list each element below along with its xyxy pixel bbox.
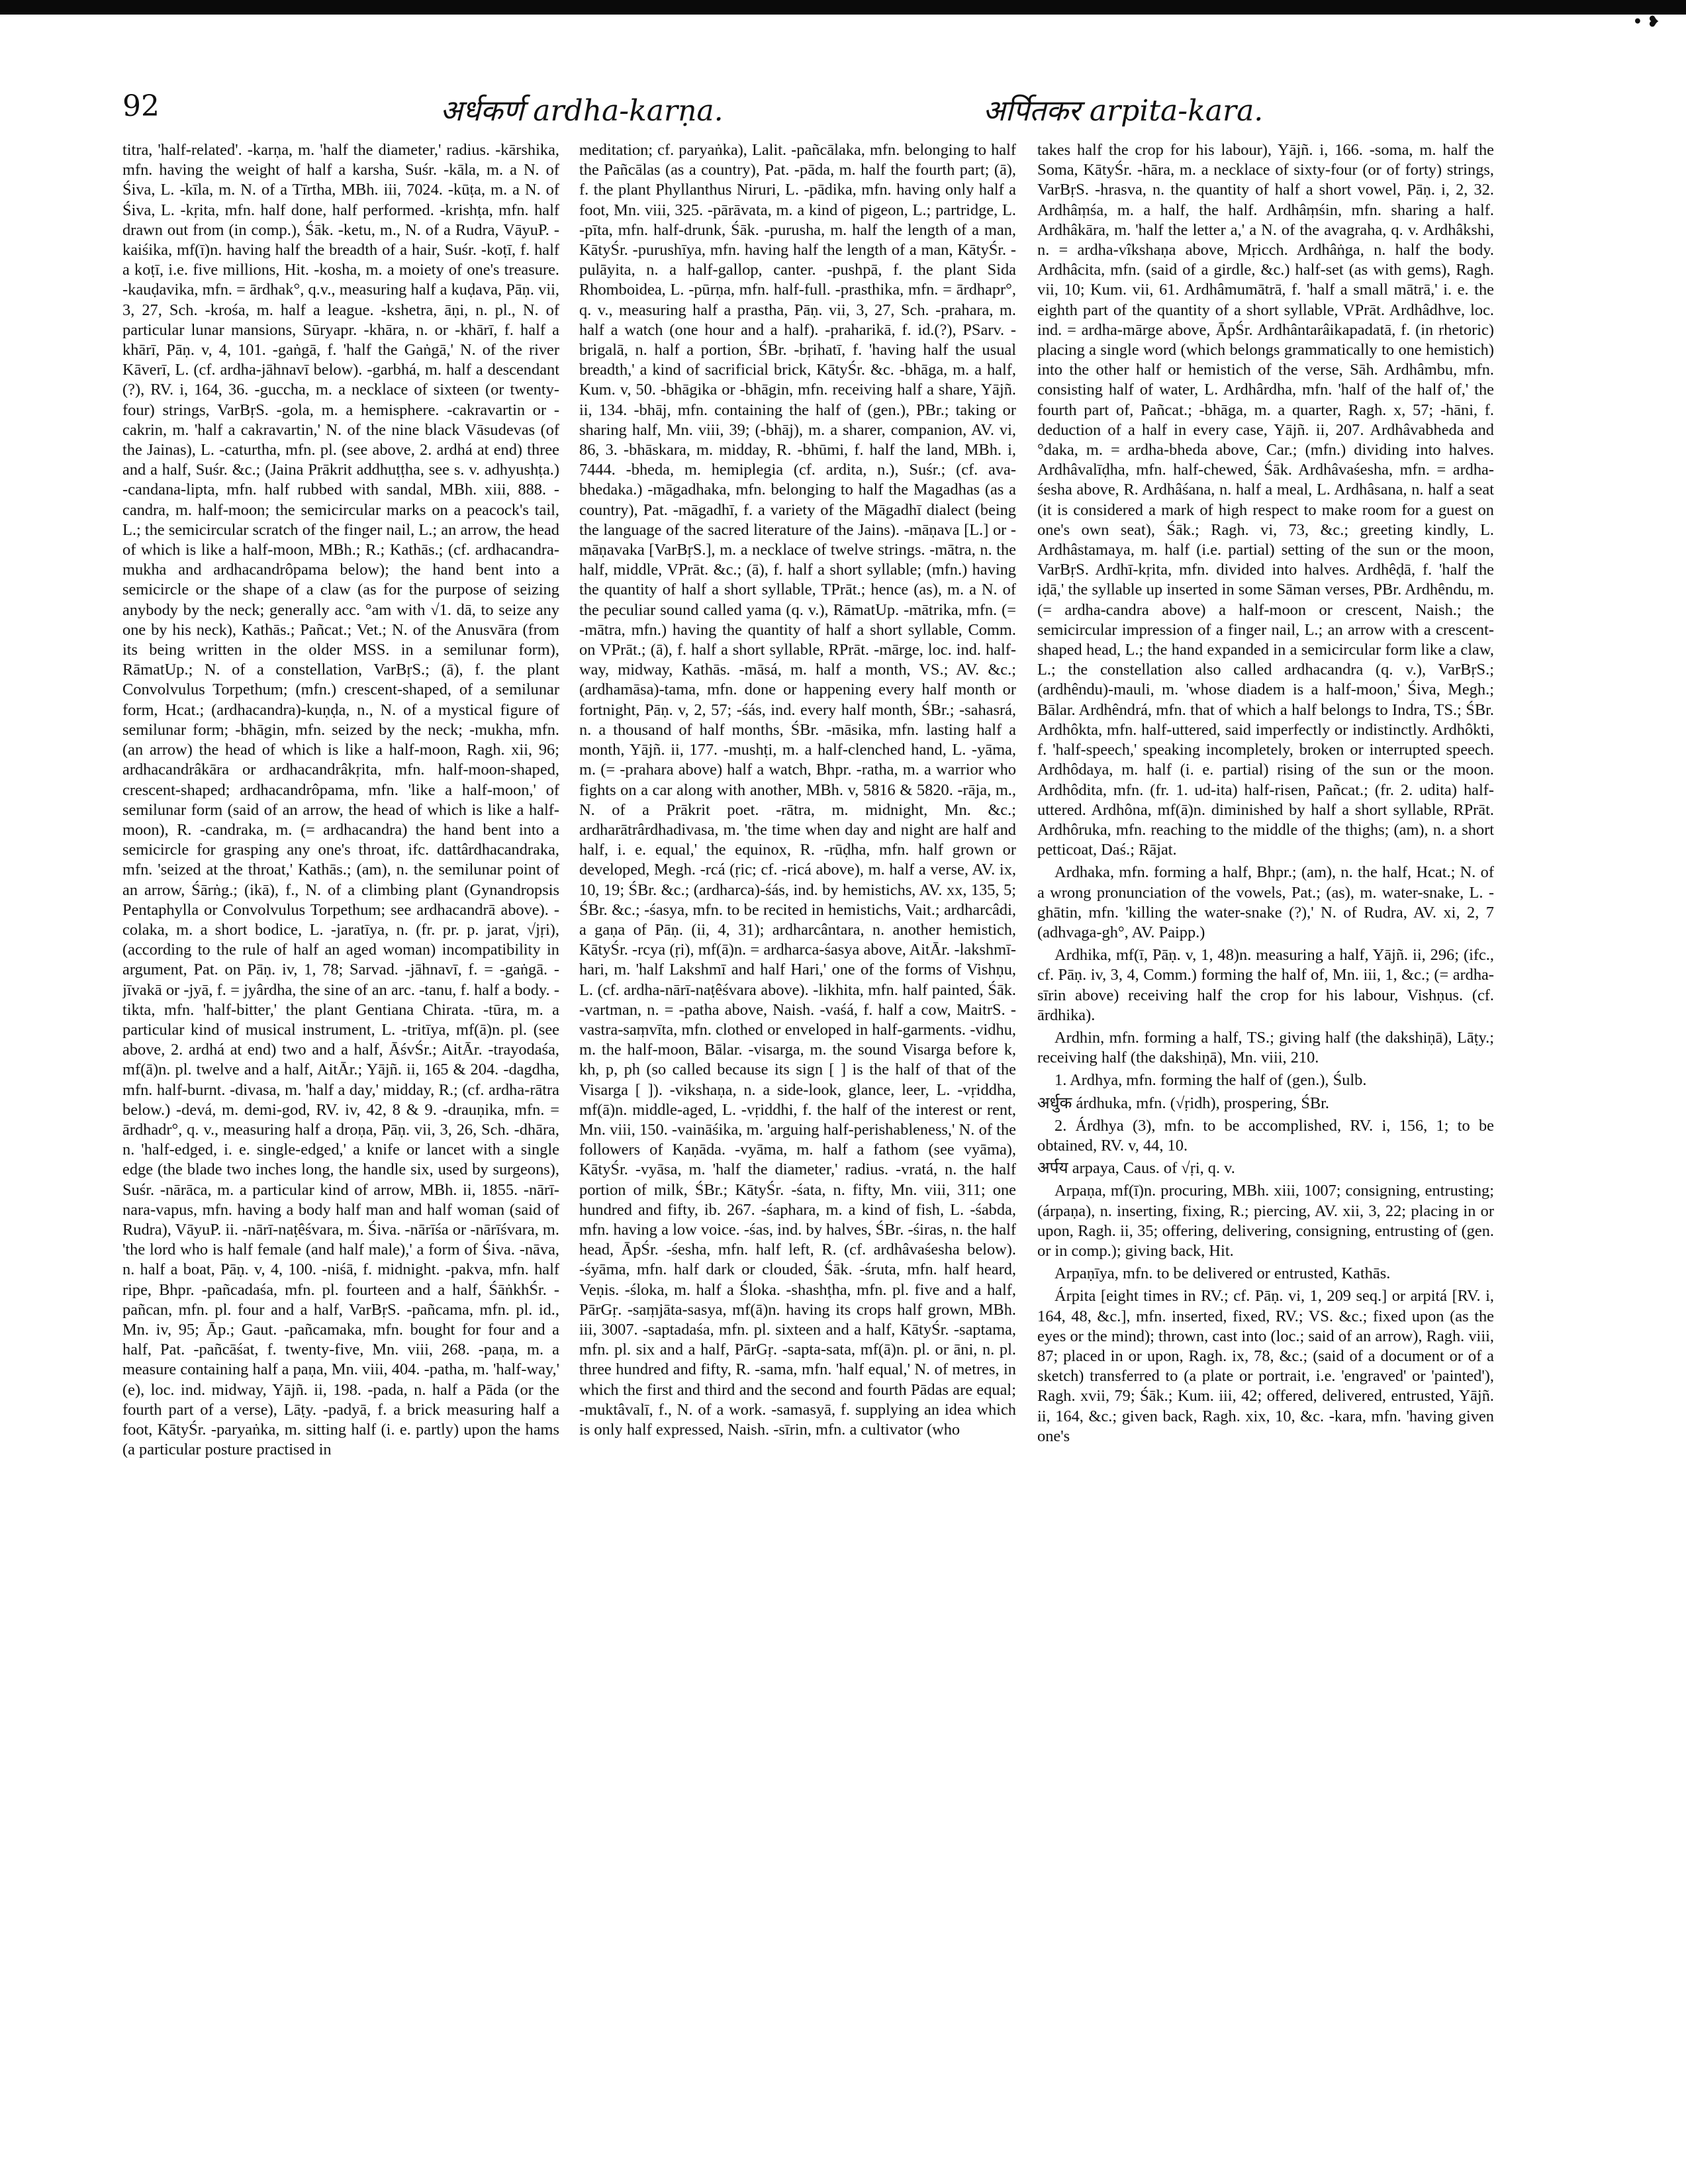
column-2 [579,140,1016,2153]
top-border-bar [0,0,1686,15]
page-number: 92 [122,89,160,123]
entry-paragraph: takes half the crop for his labour), Yājñ. i, 166. -soma, m. half the Soma, KātyŚr. -hāra, m. a necklace of sixty-four (or of forty) strings, VarBṛS. -hrasva, n. the quantity of half a short vowel, Pāṇ. i, 2, 32. Ardhâṃśa, m. a half, the half. Ardhâṃśin, mfn. sharing a half. Ardhâkāra, m. 'half the letter a,' a N. of the avagraha, q. v. Ardhâkshi, n. = ardha-vîkshaṇa above, Mṛicch. Ardhâṅga, n. half the body. Ardhâcita, mfn. (said of a girdle, &c.) half-set (as with gems), Ragh. vii, 10; Kum. vii, 61. Ardhâmumātrā, f. 'half a small mātrā,' i. e. the eighth part of the quantity of a short syllable, VPrāt. Ardhâdhve, loc. ind. = ardha-mārge above, ĀpŚr. Ardhântarâikapadatā, f. (in rhetoric) placing a single word (which belongs grammatically to one hemistich) into the other half or hemistich of the verse, Sāh. Ardhâmbu, mfn. consisting half of water, L. Ardhârdha, mfn. 'half of the half of,' the fourth part of, Pañcat.; -bhāga, m. a quarter, Ragh. x, 57; -hāni, f. deduction of a half in every case, Yājñ. ii, 207. Ardhâvabheda and °daka, m. = ardha-bheda above, Car.; (mfn.) dividing into halves. Ardhâvalīḍha, mfn. half-chewed, Śāk. Ardhâvaśesha, mfn. = ardha-śesha above, R. Ardhâśana, n. half a meal, L. Ardhâsana, n. half a seat (it is considered a mark of high respect to make room for a guest on one's own seat), Śāk.; Ragh. vi, 73, &c.; greeting kindly, L. Ardhâstamaya, m. half (i.e. partial) setting of the sun or the moon, VarBṛS. Ardhī-kṛita, mfn. divided into halves. Ardhêḍā, f. 'half the iḍā,' the syllable up inserted in some Sāman verses, PBr. Ardhêndu, m. (= ardha-candra above) a half-moon or crescent, Naish.; the semicircular impression of a finger nail, L.; an arrow with a crescent-shaped head, L.; the hand expanded in a semicircular form like a claw, L.; the constellation also called ardhacandra (q. v.), VarBṛS.; (ardhêndu)-mauli, m. 'whose diadem is a half-moon,' Śiva, Megh.; Bālar. Ardhêndrá, mfn. that of which a half belongs to Indra, TS.; ŚBr. Ardhôkta, mfn. half-uttered, said imperfectly or indistinctly. Ardhôkti, f. 'half-speech,' speaking incompletely, broken or interrupted speech. Ardhôdaya, m. half (i. e. partial) rising of the sun or the moon. Ardhôdita, mfn. (fr. 1. ud-ita) half-risen, Pañcat.; (fr. 2. udita) half-uttered. Ardhôna, mf(ā)n. diminished by half a short syllable, RPrāt. Ardhôruka, mfn. reaching to the middle of the thighs; (am), n. a short petticoat, Daś.; Rājat. [1037,141,1494,859]
column-1 [122,140,559,2153]
entry-paragraph: 2. Árdhya (3), mfn. to be accomplished, RV. i, 156, 1; to be obtained, RV. v, 44, 10. [1037,1116,1494,1155]
page-header [122,89,1566,136]
entry-paragraph: Arpaṇīya, mfn. to be delivered or entrusted, Kathās. [1054,1264,1391,1283]
entry-paragraph: titra, 'half-related'. -karṇa, m. 'half the diameter,' radius. -kārshika, mfn. having the weight of half a karsha, Suśr. -kāla, m. a N. of Śiva, L. -kīla, m. N. of a Tīrtha, MBh. iii, 7024. -kūṭa, m. a N. of Śiva, L. -kṛita, mfn. half done, half performed. -krishṭa, mfn. half drawn out from (in comp.), Śāk. -ketu, m., N. of a Rudra, VāyuP. -kaiśika, mf(ī)n. having half the breadth of a hair, Suśr. -koṭī, f. half a koṭī, i.e. five millions, Hit. -kosha, m. a moiety of one's treasure. -kauḍavika, mfn. = ārdhak°, q.v., measuring half a kuḍava, Pāṇ. vii, 3, 27, Sch. -krośa, m. half a league. -kshetra, āṇi, n. pl., N. of particular lunar mansions, Sūryapr. -khāra, n. or -khārī, f. half a khārī, Pāṇ. v, 4, 101. -gaṅgā, f. 'half the Gaṅgā,' N. of the river Kāverī, L. (cf. ardha-jāhnavī below). -garbhá, m. half a descendant (?), RV. i, 164, 36. -guccha, m. a necklace of sixteen (or twenty-four) strings, VarBṛS. -gola, m. a hemisphere. -cakravartin or -cakrin, m. 'half a cakravartin,' N. of the nine black Vāsudevas (of the Jainas), L. -caturtha, mfn. pl. (see above, 2. ardhá at end) three and a half, Suśr. &c.; (Jaina Prākrit addhuṭṭha, see s. v. adhyushṭa.) -candana-lipta, mfn. half rubbed with sandal, MBh. xiii, 888. -candra, m. half-moon; the semicircular marks on a peacock's tail, L.; the semicircular scratch of the finger nail, L.; an arrow, the head of which is like a half-moon, MBh.; R.; Kathās.; (cf. ardhacandra-mukha and ardhacandrôpama below); the hand bent into a semicircle or the shape of a claw (as for the purpose of seizing anybody by the neck; generally acc. °am with √1. dā, to seize any one by his neck), Kathās.; Pañcat.; Vet.; N. of the Anusvāra (from its being written in the older MSS. in a semilunar form), RāmatUp.; N. of a constellation, VarBṛS.; (ā), f. the plant Convolvulus Torpethum; (mfn.) crescent-shaped, of a semilunar form, Hcat.; (ardhacandra)-kuṇḍa, n., N. of a mystical figure of semilunar form; -bhāgin, mfn. seized by the neck; -mukha, mfn. (an arrow) the head of which is like a half-moon, Ragh. xii, 96; ardhacandrâkāra or ardhacandrâkṛita, mfn. half-moon-shaped, crescent-shaped; ardhacandrôpama, mfn. 'like a half-moon,' of semilunar form (said of an arrow, the head of which is like a half-moon), R. -candraka, m. (= ardhacandra) the hand bent into a semicircle for grasping any one's throat, ifc. dattârdhacandraka, mfn. 'seized at the throat,' Kathās.; (am), n. the semilunar point of an arrow, Śārṅg.; (ikā), f., N. of a climbing plant (Gynandropsis Pentaphylla or Convolvulus Torpethum; see ardhacandrā above). -colaka, m. a short bodice, L. -jaratīya, n. (fr. pr. p. jarat, √jṛi), (according to the rule of half an aged woman) incompatibility in argument, Pat. on Pāṇ. iv, 1, 78; Sarvad. -jāhnavī, f. = -gaṅgā. -jīvakā or -jyā, f. = jyârdha, the sine of an arc. -tanu, f. half a body. -tikta, mfn. 'half-bitter,' the plant Gentiana Chirata. -tūra, m. a particular kind of musical instrument, L. -tritīya, mf(ā)n. pl. (see above, 2. ardhá at end) two and a half, ĀśvŚr.; AitĀr. -trayodaśa, mf(ā)n. pl. twelve and a half, AitĀr.; Yājñ. ii, 165 & 204. -dagdha, mfn. half-burnt. -divasa, m. 'half a day,' midday, R.; (cf. ardha-rātra below.) -devá, m. demi-god, RV. iv, 42, 8 & 9. -drauṇika, mfn. = ārdhadr°, q. v., measuring half a droṇa, Pāṇ. vii, 3, 26, Sch. -dhāra, n. 'half-edged, i. e. single-edged,' a knife or lancet with a single edge (the blade two inches long, the handle six, used by surgeons), Suśr. -nārāca, m. a particular kind of arrow, MBh. ii, 1855. -nārī-nara-vapus, mfn. having a body half man and half woman (said of Rudra), VāyuP. ii. -nārī-naṭêśvara, m. Śiva. -nārīśa or -nārīśvara, m. 'the lord who is half female (and half male),' a form of Śiva. -nāva, n. half a boat, Pāṇ. v, 4, 100. -niśā, f. midnight. -pakva, mfn. half ripe, Bhpr. -pañcadaśa, mfn. pl. fourteen and a half, ŚāṅkhŚr. -pañcan, mfn. pl. four and a half, VarBṛS. -pañcama, mfn. pl. id., Mn. iv, 95; Āp.; Gaut. -pañcamaka, mfn. bought for four and a half, Pat. -pañcāśat, f. twenty-five, Mn. viii, 268. -paṇa, m. a measure containing half a paṇa, Mn. viii, 404. -patha, m. 'half-way,' (e), loc. ind. midway, Yājñ. ii, 198. -pada, n. half a Pāda (or the fourth part of a verse), Lāṭy. -padyā, f. a brick measuring half a foot, KātyŚr. -paryaṅka, m. sitting half (i. e. partly) upon the hams (a particular posture practised in [122,141,559,1459]
running-head-left: अर्धकर्ण ardha-karṇa. [440,94,724,128]
entry-paragraph: Árpita [eight times in RV.; cf. Pāṇ. vi, 1, 209 seq.] or arpitá [RV. i, 164, 48, &c.], mfn. inserted, fixed, RV.; VS. &c.; fixed upon (as the eyes or the mind); thrown, cast into (loc.; said of an arrow), Ragh. viii, 87; placed in or upon, Ragh. ix, 78, &c.; (said of a document or of a sketch) transferred to (a plate or portrait, i.e. 'engraved' or 'painted'), Ragh. xvii, 79; Śāk.; Kum. iii, 42; offered, delivered, entrusted, Yājñ. ii, 164, &c.; given back, Ragh. xix, 10, &c. -kara, mfn. 'having given one's [1037,1287,1494,1445]
entry-paragraph: Arpaṇa, mf(ī)n. procuring, MBh. xiii, 1007; consigning, entrusting; (árpaṇa), n. inserting, fixing, R.; piercing, AV. xii, 3, 22; placing in or upon, Ragh. ii, 35; offering, delivering, consigning, entrusting of (gen. or in comp.); giving back, Hit. [1037,1182,1494,1260]
entry-paragraph: Ardhaka, mfn. forming a half, Bhpr.; (am), n. the half, Hcat.; N. of a wrong pronunciation of the vowels, Pat.; (as), m. water-snake, L. -ghātin, mfn. 'killing the water-snake (?),' N. of Rudra, AV. xi, 2, 7 (adhvaga-gh°, AV. Paipp.) [1037,863,1494,941]
entry-paragraph: meditation; cf. paryaṅka), Lalit. -pañcālaka, mfn. belonging to half the Pañcālas (as a country), Pat. -pāda, m. half the fourth part; (ā), f. the plant Phyllanthus Niruri, L. -pādika, mfn. having only half a foot, Mn. viii, 325. -pārāvata, m. a kind of pigeon, L.; partridge, L. -pīta, mfn. half-drunk, Śāk. -purusha, m. half the length of a man, KātyŚr. -purushīya, mfn. having half the length of a man, KātyŚr. -pulāyita, n. a half-gallop, canter. -pushpā, f. the plant Sida Rhomboidea, L. -pūrṇa, mfn. half-full. -prasthika, mfn. = ārdhapr°, q. v., measuring half a prastha, Pāṇ. vii, 3, 27, Sch. -prahara, m. half a watch (one hour and a half). -praharikā, f. id.(?), PSarv. -brigalā, n. half a portion, ŚBr. -bṛihatī, f. 'having half the usual breadth,' a kind of sacrificial brick, KātyŚr. &c. -bhāga, m. a half, Kum. v, 50. -bhāgika or -bhāgin, mfn. receiving half a share, Yājñ. ii, 134. -bhāj, mfn. containing the half of (gen.), PBr.; taking or sharing half, Mn. viii, 39; (-bhāj), m. a sharer, companion, AV. vi, 86, 3. -bhāskara, m. midday, R. -bhūmi, f. half the land, MBh. i, 7444. -bheda, m. hemiplegia (cf. ardita, n.), Suśr.; (cf. ava-bhedaka.) -māgadhaka, mfn. belonging to half the Magadhas (as a country), Pat. -māgadhī, f. a variety of the Māgadhī dialect (being the language of the sacred literature of the Jains). -māṇava [L.] or -māṇavaka [VarBṛS.], m. a necklace of twelve strings. -mātra, n. the half, middle, VPrāt. &c.; (ā), f. half a short syllable; (mfn.) having the quantity of half a short syllable, TPrāt.; hence (as), m. a N. of the peculiar sound called yama (q. v.), RāmatUp. -mātrika, mfn. (= -mātra, mfn.) having the quantity of half a short syllable, Comm. on VPrāt.; (ā), f. half a short syllable, RPrāt. -mārge, loc. ind. half-way, midway, Kathās. -māsá, m. half a month, VS.; AV. &c.; (ardhamāsa)-tama, mfn. done or happening every half month or fortnight, Pāṇ. v, 2, 57; -śás, ind. every half month, ŚBr.; -sahasrá, n. a thousand of half months, ŚBr. -māsika, mfn. lasting half a month, Yājñ. ii, 177. -mushṭi, m. a half-clenched hand, L. -yāma, m. (= -prahara above) half a watch, Bhpr. -ratha, m. a warrior who fights on a car along with another, MBh. v, 5816 & 5820. -rāja, m., N. of a Prākrit poet. -rātra, m. midnight, Mn. &c.; ardharātrârdhadivasa, m. 'the time when day and night are half and half, i. e. equal,' the equinox, R. -rūḍha, mfn. half grown or developed, Megh. -rcá (ṛic; cf. -ricá above), m. half a verse, AV. ix, 10, 19; ŚBr. &c.; (ardharca)-śás, ind. by hemistichs, AV. xx, 135, 5; ŚBr. &c.; -śasya, mfn. to be recited in hemistichs, Vait.; ardharcâdi, a gaṇa of Pāṇ. (ii, 4, 31); ardharcântara, n. another hemistich, KātyŚr. -rcya (ṛi), mf(ā)n. = ardharca-śasya above, AitĀr. -lakshmī-hari, m. 'half Lakshmī and half Hari,' one of the forms of Vishṇu, L. (cf. ardha-nārī-naṭêśvara above). -likhita, mfn. half painted, Śāk. -vartman, n. = -patha above, Naish. -vaśá, f. half a cow, MaitrS. -vastra-saṃvīta, mfn. clothed or enveloped in half-garments. -vidhu, m. the half-moon, Bālar. -visarga, m. the sound Visarga before k, kh, p, ph (so called because its sign [ ] is the half of that of the Visarga [ ]). -vikshaṇa, n. a side-look, glance, leer, L. -vṛiddha, mf(ā)n. middle-aged, L. -vṛiddhi, f. the half of the interest or rent, Mn. viii, 150. -vaināśika, m. 'arguing half-perishableness,' N. of the followers of Kaṇāda. -vyāma, m. half a fathom (see vyāma), KātyŚr. -vyāsa, m. 'half the diameter,' radius. -vratá, n. the half portion of milk, ŚBr.; KātyŚr. -śata, n. fifty, Mn. viii, 311; one hundred and fifty, ib. 267. -śaphara, m. a kind of fish, L. -śabda, mfn. having a low voice. -śas, ind. by halves, ŚBr. -śiras, n. the half head, ĀpŚr. -śesha, mfn. half left, R. (cf. ardhâvaśesha below). -śyāma, mfn. half dark or clouded, Śāk. -śruta, mfn. half heard, Veṇis. -śloka, m. half a Śloka. -shashṭha, mfn. pl. five and a half, PārGṛ. -saṃjāta-sasya, mf(ā)n. having its crops half grown, MBh. iii, 3007. -saptadaśa, mfn. pl. sixteen and a half, KātyŚr. -saptama, mfn. pl. six and a half, PārGṛ. -sapta-sata, mf(ā)n. pl. or āni, n. pl. three hundred and fifty, R. -sama, mfn. 'half equal,' N. of metres, in which the first and third and the second and fourth Pādas are equal; -muktâvalī, f., N. of a work. -samasyā, f. supplying an idea which is only half expressed, Naish. -sīrin, mfn. a cultivator (who [579,141,1016,1439]
entry-paragraph: Ardhin, mfn. forming a half, TS.; giving half (the dakshiṇā), Lāṭy.; receiving half (the dakshiṇā), Mn. viii, 210. [1037,1028,1494,1067]
column-3 [1037,140,1494,2153]
entry-paragraph: 1. Ardhya, mfn. forming the half of (gen.), Śulb. [1054,1071,1367,1090]
headword-entry: अर्पय arpaya, Caus. of √ṛi, q. v. [1037,1159,1235,1178]
entry-paragraph: Ardhika, mf(ī, Pāṇ. v, 1, 48)n. measuring a half, Yājñ. ii, 296; (ifc., cf. Pāṇ. iv, 3, 4, Comm.) forming the half of, Mn. iii, 1, &c.; (= ardha-sīrin above) receiving half the crop for his labour, Vishṇus. (cf. ārdhika). [1037,946,1494,1024]
corner-mark: • ❥ [1632,13,1660,30]
running-head-right: अर्पितकर arpita-kara. [983,94,1264,128]
headword-entry: अर्धुक árdhuka, mfn. (√ṛidh), prospering, ŚBr. [1037,1094,1330,1112]
